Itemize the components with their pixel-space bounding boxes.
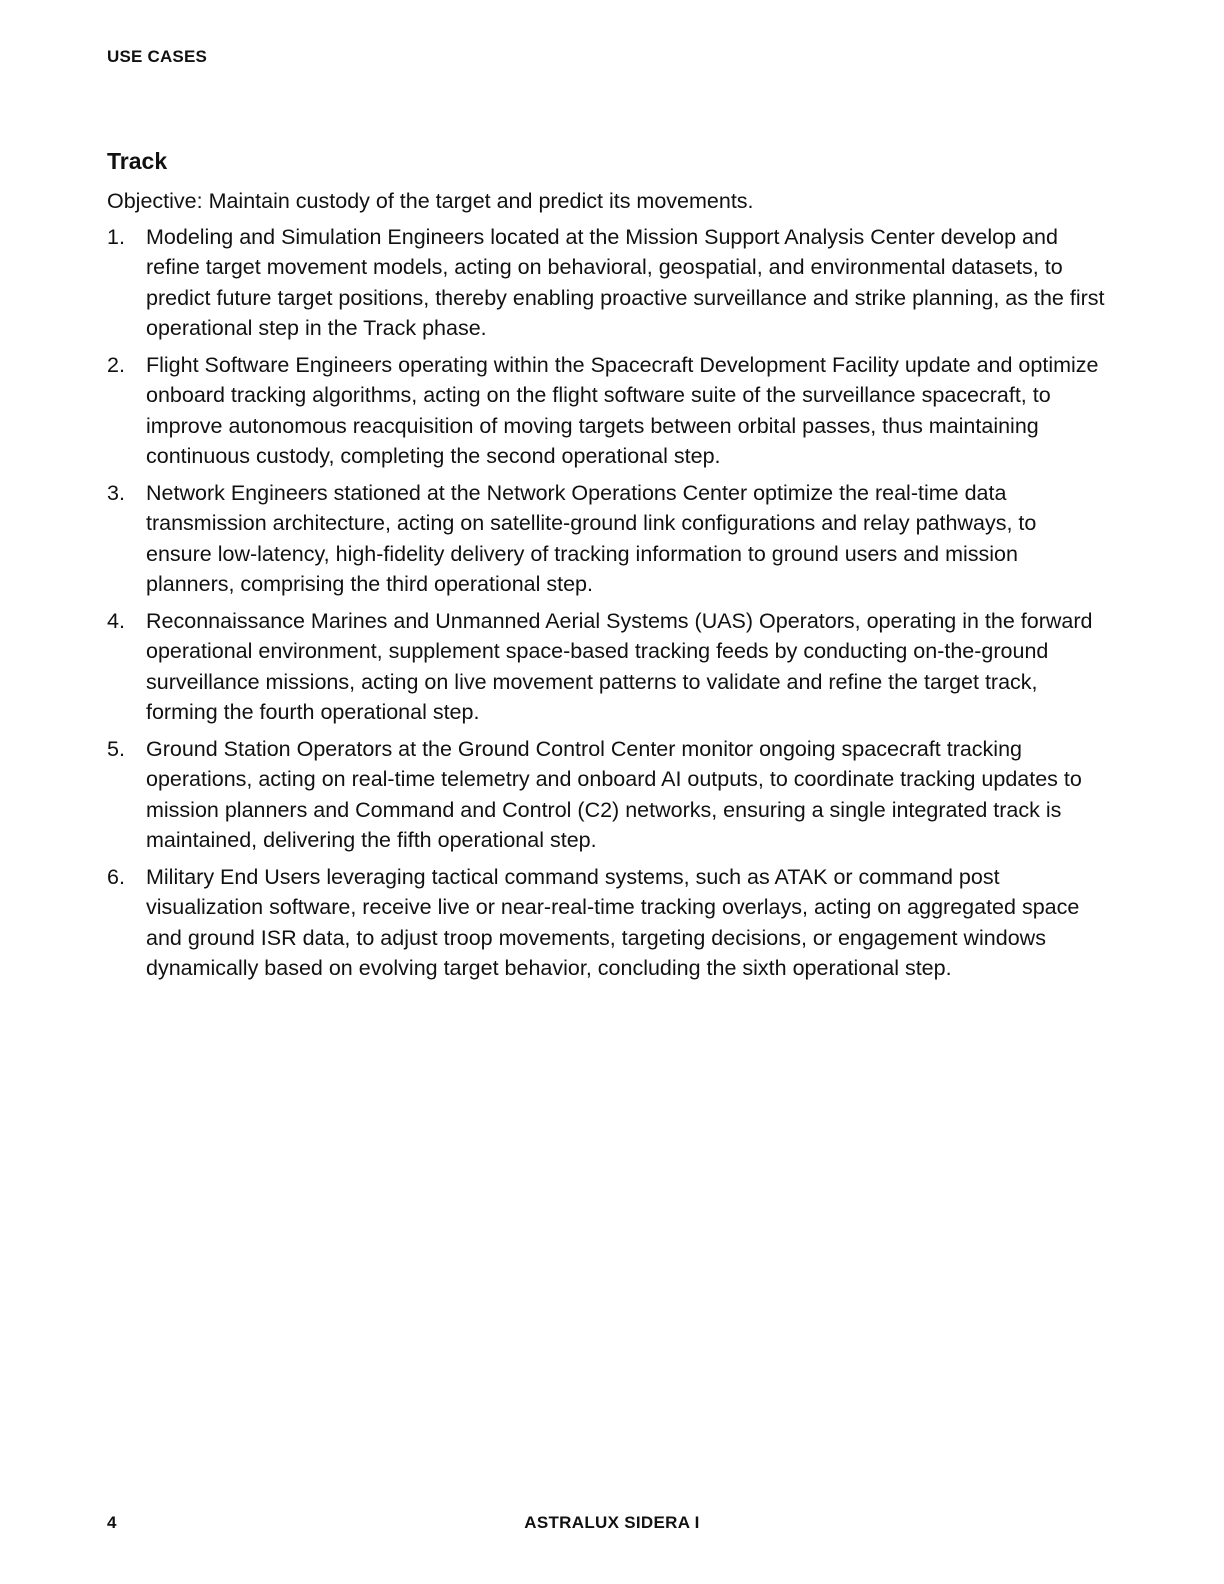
list-item: [107, 606, 1107, 728]
list-item-number: 3.: [107, 480, 125, 505]
list-item-text: Modeling and Simulation Engineers located at the Mission Support Analysis Center develop and refine target movement models, acting on behavioral, geospatial, and environmental datasets, to predict future target positions, thereby enabling proactive surveillance and strike planning, as the first operational step in the Track phase.: [146, 224, 1105, 340]
list-item-number: 4.: [107, 608, 125, 633]
list-item-number: 1.: [107, 224, 125, 249]
list-item: [107, 350, 1107, 472]
list-item-number: 6.: [107, 864, 125, 889]
footer-document-title: ASTRALUX SIDERA I: [524, 1513, 700, 1532]
list-item-number: 5.: [107, 736, 125, 761]
list-item: [107, 734, 1107, 856]
track-section: [107, 146, 1107, 990]
list-item-text: Network Engineers stationed at the Network Operations Center optimize the real-time data transmission architecture, acting on satellite-ground link configurations and relay pathways, to ensure low-latency, high-fidelity delivery of tracking information to ground users and mission planners, comprising the third operational step.: [146, 480, 1037, 596]
section-title: Track: [107, 148, 168, 174]
page-number: 4: [107, 1513, 117, 1532]
objective-text: Objective: Maintain custody of the target and predict its movements.: [107, 189, 754, 213]
list-item-number: 2.: [107, 352, 125, 377]
list-item-text: Reconnaissance Marines and Unmanned Aerial Systems (UAS) Operators, operating in the forward operational environment, supplement space-based tracking feeds by conducting on-the-ground surveillance missions, acting on live movement patterns to validate and refine the target track, forming the fourth operational step.: [146, 608, 1093, 724]
running-header: USE CASES: [107, 47, 208, 66]
list-item-text: Flight Software Engineers operating within the Spacecraft Development Facility update and optimize onboard tracking algorithms, acting on the flight software suite of the surveillance spacecraft, to improve autonomous reacquisition of moving targets between orbital passes, thus maintaining continuous custody, completing the second operational step.: [146, 352, 1099, 468]
list-item: [107, 222, 1107, 344]
steps-list: [107, 222, 1107, 984]
list-item-text: Military End Users leveraging tactical command systems, such as ATAK or command post visualization software, receive live or near-real-time tracking overlays, acting on aggregated space and ground ISR data, to adjust troop movements, targeting decisions, or engagement windows dynamically based on evolving target behavior, concluding the sixth operational step.: [146, 864, 1080, 980]
list-item-text: Ground Station Operators at the Ground Control Center monitor ongoing spacecraft tracking operations, acting on real-time telemetry and onboard AI outputs, to coordinate tracking updates to mission planners and Command and Control (C2) networks, ensuring a single integrated track is maintained, delivering the fifth operational step.: [146, 736, 1082, 852]
list-item: [107, 478, 1107, 600]
list-item: [107, 862, 1107, 984]
